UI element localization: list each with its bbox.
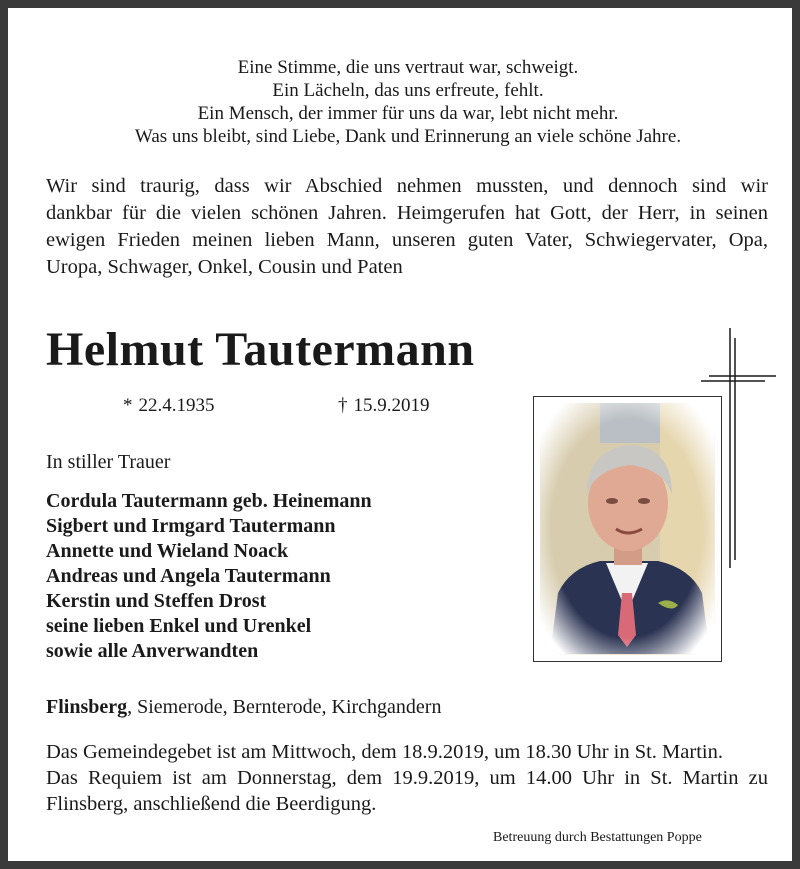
portrait-illustration	[540, 403, 714, 654]
intro-line: Uropa, Schwager, Onkel, Cousin und Paten	[46, 256, 403, 278]
places-line	[46, 695, 441, 719]
place-main: Flinsberg	[46, 696, 128, 718]
service-line: Flinsberg, anschließend die Beerdigung.	[46, 793, 377, 815]
mourner-item: Cordula Tautermann geb. Heinemann	[46, 490, 372, 512]
poem-line: Was uns bleibt, sind Liebe, Dank und Erinnerung an viele schöne Jahre.	[134, 126, 682, 147]
mourners-list	[46, 489, 372, 664]
intro-line: Wir sind traurig, dass wir Abschied nehmen mussten, und dennoch sind wir	[46, 175, 768, 197]
grief-line: In stiller Trauer	[46, 451, 171, 473]
mourner-item: Sigbert und Irmgard Tautermann	[46, 515, 336, 537]
poem-line: Ein Lächeln, das uns erfreute, fehlt.	[272, 80, 544, 101]
deceased-name: Helmut Tautermann	[46, 323, 475, 376]
mourner-item: Andreas und Angela Tautermann	[46, 565, 331, 587]
service-info	[46, 739, 768, 817]
poem-line: Ein Mensch, der immer für uns da war, lebt nicht mehr.	[197, 103, 619, 124]
birth-date: 22.4.1935	[138, 395, 215, 416]
birth-date-line	[123, 394, 215, 418]
service-line: Das Gemeindegebet ist am Mittwoch, dem 18.9.2019, um 18.30 Uhr in St. Martin.	[46, 741, 723, 763]
cross-icon	[701, 328, 776, 568]
mourner-item: Annette und Wieland Noack	[46, 540, 289, 562]
death-date: 15.9.2019	[353, 395, 430, 416]
place-others: , Siemerode, Bernterode, Kirchgandern	[127, 696, 442, 718]
undertaker-credit: Betreuung durch Bestattungen Poppe	[493, 830, 702, 845]
portrait-photo	[540, 403, 715, 655]
intro-line: dankbar für die vielen schönen Jahren. Heimgerufen hat Gott, der Herr, in seinen	[46, 202, 768, 224]
portrait-frame	[533, 396, 722, 662]
death-date-line	[338, 394, 430, 418]
intro-line: ewigen Frieden meinen lieben Mann, unseren guten Vater, Schwiegervater, Opa,	[46, 229, 768, 251]
death-dagger-icon: †	[338, 395, 348, 416]
mourner-item: seine lieben Enkel und Urenkel	[46, 615, 312, 637]
service-line: Das Requiem ist am Donnerstag, dem 19.9.2019, um 14.00 Uhr in St. Martin zu	[46, 767, 768, 789]
mourner-item: Kerstin und Steffen Drost	[46, 590, 267, 612]
mourner-item: sowie alle Anverwandten	[46, 640, 259, 662]
intro-paragraph	[46, 173, 768, 281]
birth-star-icon: *	[123, 395, 133, 416]
memorial-poem	[28, 56, 788, 148]
poem-line: Eine Stimme, die uns vertraut war, schweigt.	[237, 57, 579, 78]
